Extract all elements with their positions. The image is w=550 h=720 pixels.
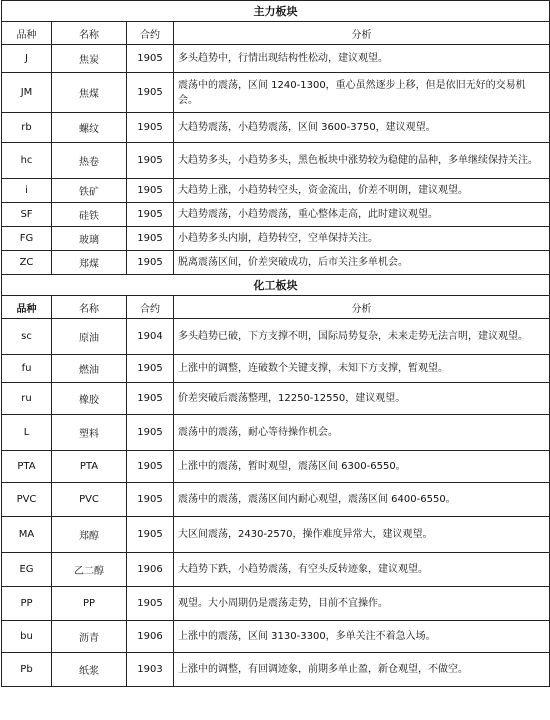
cell-contract: 1905 <box>127 355 174 383</box>
cell-code: Pb <box>2 653 52 687</box>
cell-name: 硅铁 <box>52 203 127 227</box>
cell-name: 橡胶 <box>52 383 127 415</box>
table-row <box>2 483 550 517</box>
cell-code: FG <box>2 227 52 251</box>
cell-analysis: 多头趋势已破，下方支撑不明，国际局势复杂，未来走势无法言明，建议观望。 <box>174 319 550 355</box>
cell-analysis: 大区间震荡，2430-2570，操作难度异常大，建议观望。 <box>174 517 550 553</box>
table-row <box>2 451 550 483</box>
cell-contract: 1905 <box>127 113 174 143</box>
header-code: 品种 <box>2 296 52 319</box>
cell-contract: 1905 <box>127 227 174 251</box>
cell-name: 热卷 <box>52 143 127 179</box>
cell-contract: 1904 <box>127 319 174 355</box>
cell-name: PP <box>52 587 127 621</box>
cell-code: bu <box>2 621 52 653</box>
cell-contract: 1905 <box>127 415 174 451</box>
table-row <box>2 653 550 687</box>
cell-contract: 1906 <box>127 621 174 653</box>
column-header-row <box>2 296 550 319</box>
cell-contract: 1905 <box>127 73 174 113</box>
cell-code: PVC <box>2 483 52 517</box>
cell-analysis: 小趋势多头内崩，趋势转空，空单保持关注。 <box>174 227 550 251</box>
analysis-table-body <box>2 1 550 687</box>
table-row <box>2 517 550 553</box>
cell-name: 原油 <box>52 319 127 355</box>
futures-analysis-document <box>1 0 549 687</box>
cell-name: PVC <box>52 483 127 517</box>
cell-code: hc <box>2 143 52 179</box>
table-row <box>2 73 550 113</box>
cell-name: 铁矿 <box>52 179 127 203</box>
cell-name: 郑醇 <box>52 517 127 553</box>
header-code: 品种 <box>2 22 52 45</box>
table-row <box>2 227 550 251</box>
cell-code: JM <box>2 73 52 113</box>
analysis-table <box>1 0 550 687</box>
cell-analysis: 大趋势上涨，小趋势转空头，资金流出，价差不明朗，建议观望。 <box>174 179 550 203</box>
table-row <box>2 621 550 653</box>
cell-contract: 1906 <box>127 553 174 587</box>
cell-name: 玻璃 <box>52 227 127 251</box>
cell-analysis: 震荡中的震荡，震荡区间内耐心观望，震荡区间 6400-6550。 <box>174 483 550 517</box>
cell-name: 燃油 <box>52 355 127 383</box>
cell-analysis: 大趋势多头，小趋势多头，黑色板块中涨势较为稳健的品种，多单继续保持关注。 <box>174 143 550 179</box>
cell-contract: 1905 <box>127 451 174 483</box>
header-analysis: 分析 <box>174 22 550 45</box>
cell-analysis: 大趋势震荡，小趋势震荡，重心整体走高，此时建议观望。 <box>174 203 550 227</box>
cell-contract: 1905 <box>127 143 174 179</box>
cell-code: ru <box>2 383 52 415</box>
header-contract: 合约 <box>127 22 174 45</box>
cell-code: rb <box>2 113 52 143</box>
cell-analysis: 震荡中的震荡，区间 1240-1300，重心虽然逐步上移，但是依旧无好的交易机会。 <box>174 73 550 113</box>
cell-analysis: 价差突破后震荡整理，12250-12550，建议观望。 <box>174 383 550 415</box>
cell-contract: 1905 <box>127 45 174 73</box>
cell-analysis: 上涨中的震荡，区间 3130-3300，多单关注不着急入场。 <box>174 621 550 653</box>
table-row <box>2 355 550 383</box>
cell-name: 焦煤 <box>52 73 127 113</box>
cell-contract: 1905 <box>127 251 174 275</box>
cell-name: 郑煤 <box>52 251 127 275</box>
cell-code: ZC <box>2 251 52 275</box>
cell-code: PTA <box>2 451 52 483</box>
cell-code: i <box>2 179 52 203</box>
cell-code: MA <box>2 517 52 553</box>
table-row <box>2 553 550 587</box>
section-title: 主力板块 <box>2 1 550 22</box>
table-row <box>2 587 550 621</box>
cell-name: 沥青 <box>52 621 127 653</box>
cell-name: 螺纹 <box>52 113 127 143</box>
cell-contract: 1905 <box>127 383 174 415</box>
cell-analysis: 上涨中的调整，有回调迹象，前期多单止盈，新仓观望，不做空。 <box>174 653 550 687</box>
cell-code: J <box>2 45 52 73</box>
cell-analysis: 大趋势下跌，小趋势震荡，有空头反转迹象，建议观望。 <box>174 553 550 587</box>
column-header-row <box>2 22 550 45</box>
table-row <box>2 383 550 415</box>
cell-name: 纸浆 <box>52 653 127 687</box>
cell-code: sc <box>2 319 52 355</box>
cell-contract: 1903 <box>127 653 174 687</box>
table-row <box>2 319 550 355</box>
header-name: 名称 <box>52 22 127 45</box>
section-title: 化工板块 <box>2 275 550 296</box>
cell-code: SF <box>2 203 52 227</box>
cell-analysis: 震荡中的震荡，耐心等待操作机会。 <box>174 415 550 451</box>
cell-analysis: 多头趋势中，行情出现结构性松动，建议观望。 <box>174 45 550 73</box>
cell-contract: 1905 <box>127 587 174 621</box>
cell-code: EG <box>2 553 52 587</box>
table-row <box>2 143 550 179</box>
table-row <box>2 113 550 143</box>
cell-name: 塑料 <box>52 415 127 451</box>
cell-analysis: 脱离震荡区间，价差突破成功，后市关注多单机会。 <box>174 251 550 275</box>
table-row <box>2 179 550 203</box>
header-contract: 合约 <box>127 296 174 319</box>
cell-code: PP <box>2 587 52 621</box>
table-row <box>2 251 550 275</box>
cell-name: 乙二醇 <box>52 553 127 587</box>
header-name: 名称 <box>52 296 127 319</box>
cell-contract: 1905 <box>127 179 174 203</box>
cell-analysis: 观望。大小周期仍是震荡走势，目前不宜操作。 <box>174 587 550 621</box>
header-analysis: 分析 <box>174 296 550 319</box>
cell-contract: 1905 <box>127 517 174 553</box>
section-title-row <box>2 275 550 296</box>
table-row <box>2 203 550 227</box>
cell-contract: 1905 <box>127 483 174 517</box>
cell-contract: 1905 <box>127 203 174 227</box>
cell-analysis: 上涨中的调整，连破数个关键支撑，未知下方支撑，暂观望。 <box>174 355 550 383</box>
cell-code: L <box>2 415 52 451</box>
cell-analysis: 大趋势震荡，小趋势震荡，区间 3600-3750，建议观望。 <box>174 113 550 143</box>
cell-analysis: 上涨中的震荡，暂时观望，震荡区间 6300-6550。 <box>174 451 550 483</box>
cell-name: PTA <box>52 451 127 483</box>
section-title-row <box>2 1 550 22</box>
table-row <box>2 45 550 73</box>
cell-code: fu <box>2 355 52 383</box>
cell-name: 焦炭 <box>52 45 127 73</box>
table-row <box>2 415 550 451</box>
